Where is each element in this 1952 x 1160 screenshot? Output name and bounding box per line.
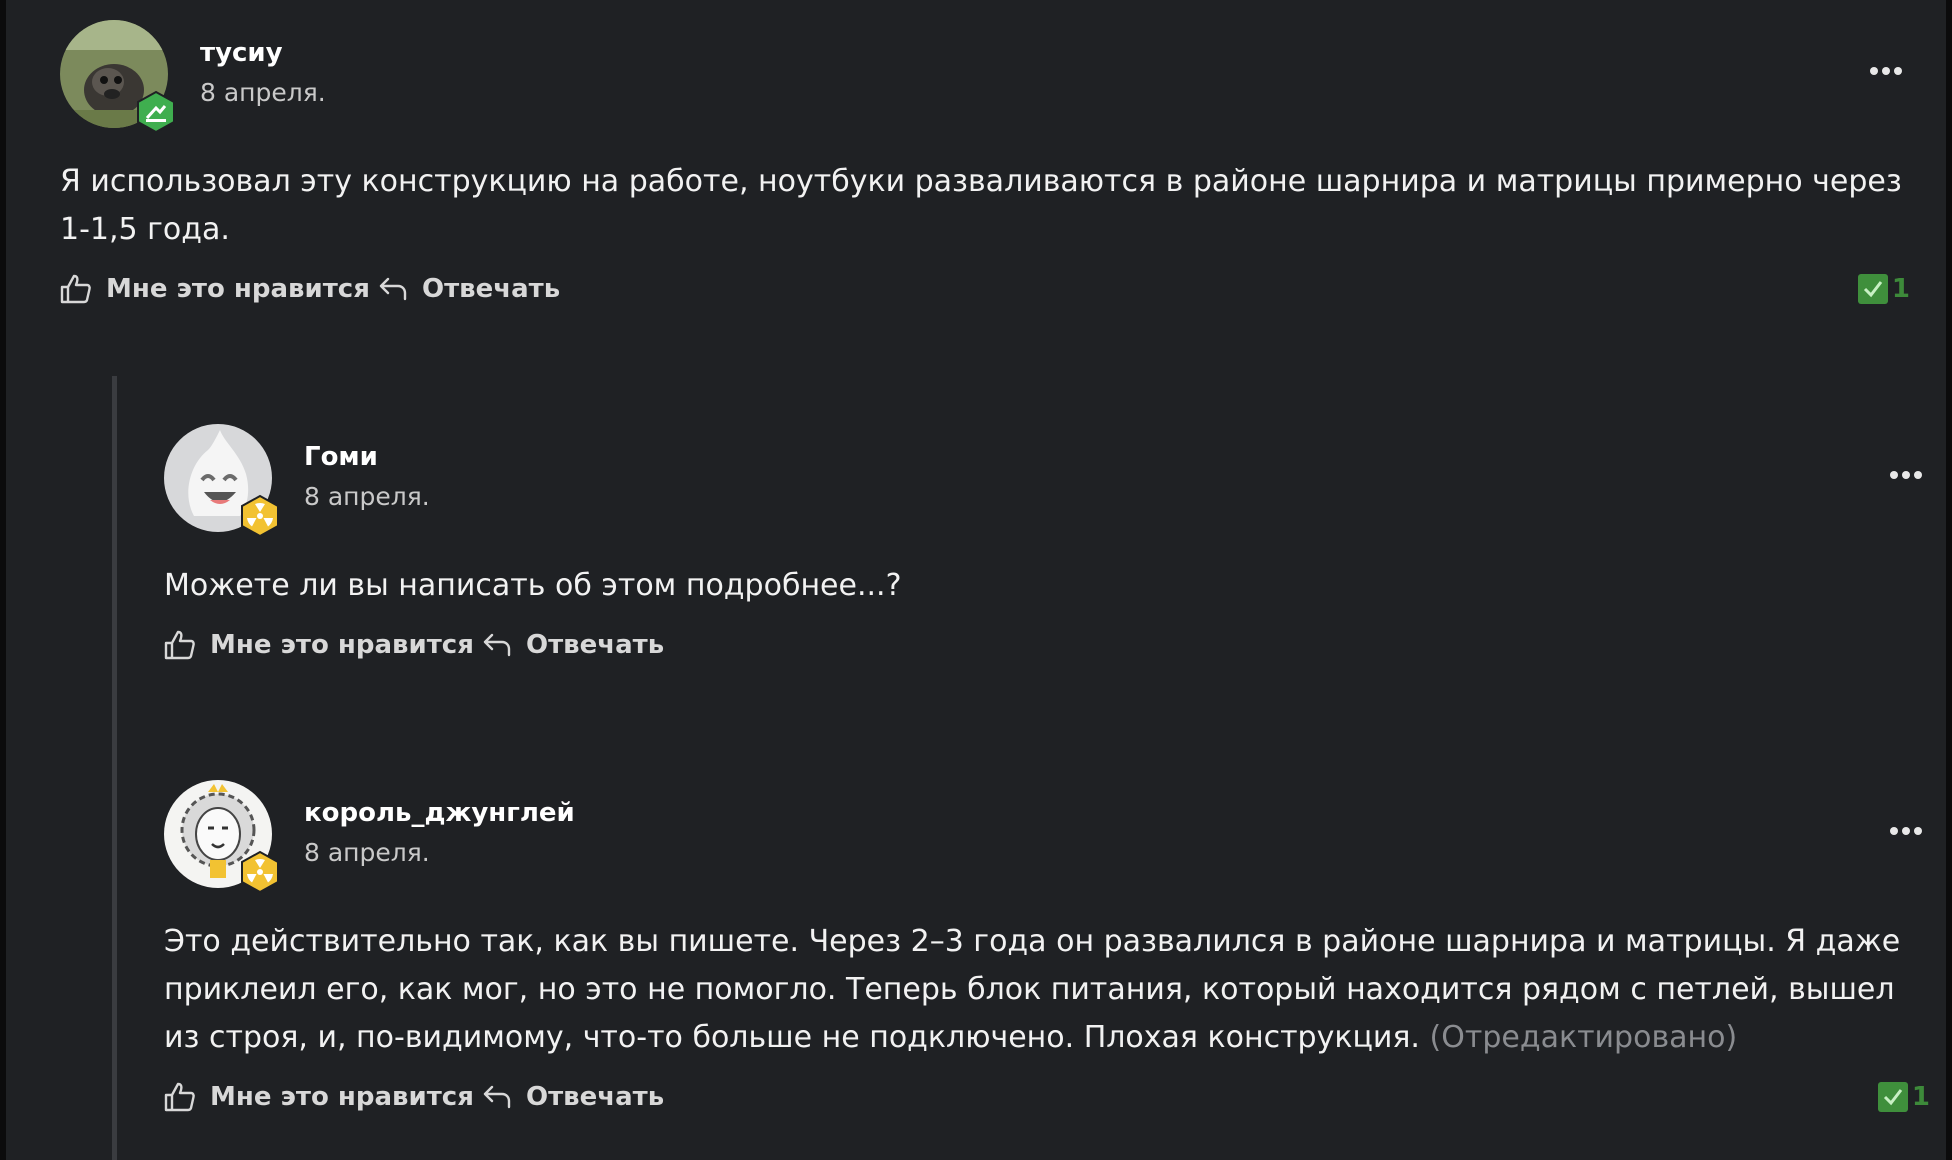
avatar[interactable]	[164, 780, 272, 888]
username[interactable]: король_джунглей	[304, 798, 575, 828]
yellow-radiation-icon	[238, 494, 282, 538]
green-rank-icon	[134, 90, 178, 134]
like-label: Мне это нравится	[210, 1082, 474, 1112]
more-options-icon[interactable]	[1890, 464, 1930, 484]
like-label: Мне это нравится	[106, 274, 370, 304]
thumbs-up-icon	[164, 630, 196, 660]
reply-button[interactable]	[482, 630, 664, 660]
approved-badge	[1858, 274, 1910, 304]
check-icon	[1858, 274, 1888, 304]
comment-header	[60, 20, 1910, 128]
comment-text-content: Это действительно так, как вы пишете. Через 2–3 года он развалился в районе шарнира и матрицы. Я даже приклеил его, как мог, но это не помогло. Теперь блок питания, который находится рядом с петлей, вышел из строя, и, по-видимому, что-то больше не подключено. Плохая конструкция.	[164, 924, 1901, 1055]
reply-arrow-icon	[378, 276, 408, 302]
approved-count: 1	[1911, 1082, 1930, 1112]
comment-text: Я использовал эту конструкцию на работе, ноутбуки разваливаются в районе шарнира и матрицы примерно через 1-1,5 года.	[60, 164, 1902, 247]
approved-badge	[1878, 1082, 1930, 1112]
reply-arrow-icon	[482, 1084, 512, 1110]
comment-date: 8 апреля.	[304, 838, 430, 867]
comment-actions	[60, 274, 1910, 314]
comment-text: Можете ли вы написать об этом подробнее...?	[164, 568, 902, 603]
like-button[interactable]	[60, 274, 370, 304]
avatar[interactable]	[60, 20, 168, 128]
comment-header	[164, 424, 1930, 532]
comment-date: 8 апреля.	[304, 482, 430, 511]
reply-thread-line	[112, 376, 117, 1160]
like-label: Мне это нравится	[210, 630, 474, 660]
comment-actions	[164, 630, 1930, 670]
comment-reply	[164, 424, 1930, 670]
comment-actions	[164, 1082, 1930, 1122]
approved-count: 1	[1891, 274, 1910, 304]
more-options-icon[interactable]	[1890, 820, 1930, 840]
comment-text	[164, 918, 1930, 1062]
comment	[60, 20, 1910, 314]
thumbs-up-icon	[164, 1082, 196, 1112]
reply-label: Отвечать	[526, 1082, 665, 1112]
more-options-icon[interactable]	[1870, 60, 1910, 80]
like-button[interactable]	[164, 1082, 474, 1112]
comment-reply	[164, 780, 1930, 1122]
username[interactable]: Гоми	[304, 442, 378, 472]
username[interactable]: тусиу	[200, 38, 283, 68]
check-icon	[1878, 1082, 1908, 1112]
reply-arrow-icon	[482, 632, 512, 658]
comment-date: 8 апреля.	[200, 78, 326, 107]
reply-label: Отвечать	[526, 630, 665, 660]
comment-header	[164, 780, 1930, 888]
thumbs-up-icon	[60, 274, 92, 304]
edited-label: (Отредактировано)	[1429, 1020, 1738, 1055]
reply-button[interactable]	[482, 1082, 664, 1112]
reply-button[interactable]	[378, 274, 560, 304]
reply-label: Отвечать	[422, 274, 561, 304]
avatar[interactable]	[164, 424, 272, 532]
like-button[interactable]	[164, 630, 474, 660]
yellow-radiation-icon	[238, 850, 282, 894]
